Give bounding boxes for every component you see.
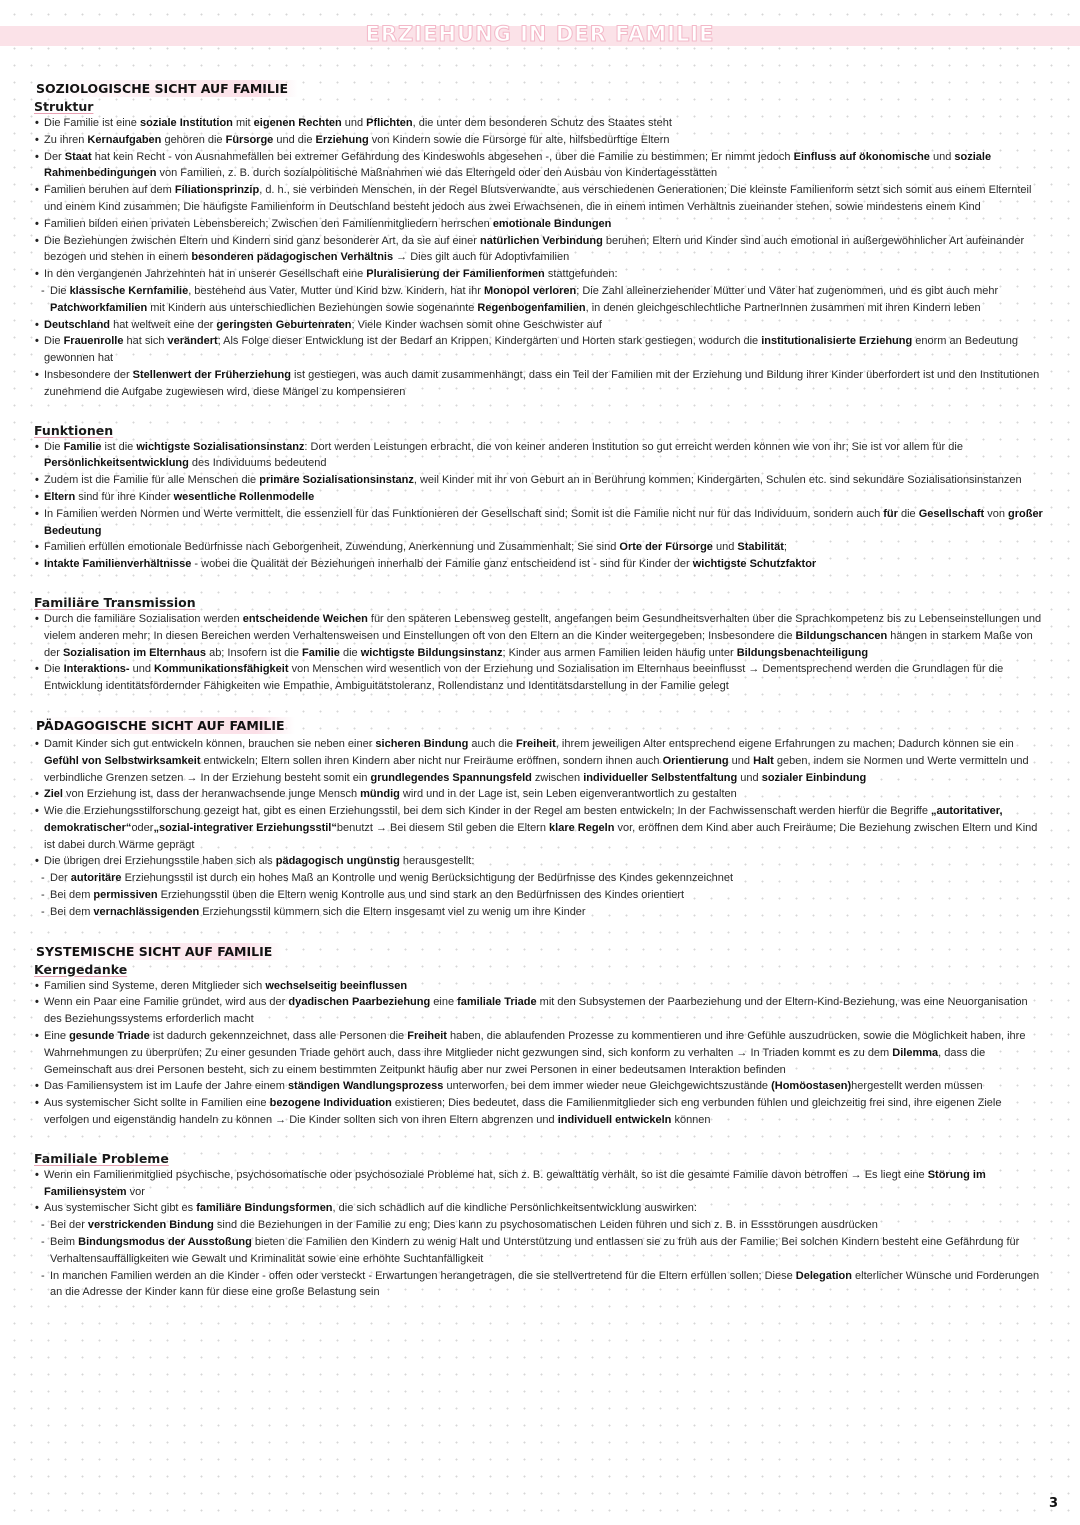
list-item: • Zu ihren Kernaufgaben gehören die Fürsorge und die Erziehung von Kindern sowie die Fürsorge für alte, hilfsbedürftige Eltern (34, 132, 1044, 149)
item-list (34, 611, 1044, 695)
section (34, 717, 1044, 921)
section (34, 80, 1044, 695)
list-item: • Ziel von Erziehung ist, dass der heranwachsende junge Mensch mündig wird und in der Lage ist, sein Leben eigenverantwortlich zu gestalten (34, 786, 1044, 803)
item-list (34, 978, 1044, 1129)
section-heading: SYSTEMISCHE SICHT AUF FAMILIE (34, 943, 282, 960)
list-item: • Intakte Familienverhältnisse - wobei die Qualität der Beziehungen innerhalb der Familie ganz entscheidend ist - sind für Kinder der wichtigste Schutzfaktor (34, 556, 1044, 573)
list-item: • Die Beziehungen zwischen Eltern und Kindern sind ganz besonderer Art, da sie auf einer natürlichen Verbindung beruhen; Eltern und Kinder sind auch emotional in außergewöhnlicher Art aufeinander bezogen und stehen in einem besonderen pädagogischen Verhältnis → Dies gilt auch für Adoptivfamilien (34, 233, 1044, 267)
list-item: • Familien bilden einen privaten Lebensbereich; Zwischen den Familienmitgliedern herrschen emotionale Bindungen (34, 216, 1044, 233)
sub-list-item: - Bei dem permissiven Erziehungsstil üben die Eltern wenig Kontrolle aus und sind stark an den Bedürfnissen des Kindes orientiert (34, 887, 1044, 904)
sub-list-item: - Bei dem vernachlässigenden Erziehungsstil kümmern sich die Eltern insgesamt viel zu wenig um ihre Kinder (34, 904, 1044, 921)
list-item: • Die Familie ist die wichtigste Sozialisationsinstanz: Dort werden Leistungen erbracht, die von keiner anderen Institution so gut erreicht werden können wie von ihr; Sie ist vor allem für die Persönlichkeitsentwicklung des Individuums bedeutend (34, 439, 1044, 473)
list-item: • Die Interaktions- und Kommunikationsfähigkeit von Menschen wird wesentlich von der Erziehung und Sozialisation im Elternhaus beeinflusst → Dementsprechend werden die Grundlagen für die Entwicklung identitätsfördernder Fähigkeiten wie Empathie, Ambiguitätstoleranz, Rollendistanz und Identitätsdarstellung in der Familie gelegt (34, 661, 1044, 695)
sub-heading: Struktur (34, 99, 94, 114)
sub-heading: Familiäre Transmission (34, 594, 196, 610)
content-block (34, 595, 1044, 695)
list-item: • Insbesondere der Stellenwert der Früherziehung ist gestiegen, was auch damit zusammenhängt, dass ein Teil der Familien mit der Erziehung und Bildung ihrer Kinder überfordert ist und den Institutionen zunehmend die Aufgabe zugewiesen wird, diese Mängel zu kompensieren (34, 367, 1044, 401)
list-item: • Das Familiensystem ist im Laufe der Jahre einem ständigen Wandlungsprozess unterworfen, bei dem immer wieder neue Gleichgewichtszustände (Homöostasen)hergestellt werden müssen (34, 1078, 1044, 1095)
list-item: • Wenn ein Paar eine Familie gründet, wird aus der dyadischen Paarbeziehung eine familiale Triade mit den Subsystemen der Paarbeziehung und der Eltern-Kind-Beziehung, was eine Neuorganisation des Beziehungssystems erforderlich macht (34, 994, 1044, 1028)
list-item: • Die Familie ist eine soziale Institution mit eigenen Rechten und Pflichten, die unter dem besonderen Schutz des Staates steht (34, 115, 1044, 132)
sub-list-item: - Die klassische Kernfamilie, bestehend aus Vater, Mutter und Kind bzw. Kindern, hat ihr Monopol verloren; Die Zahl alleinerziehender Mütter und Väter hat zugenommen, und es gibt auch mehr Patchworkfamilien mit Kindern aus unterschiedlichen Beziehungen sowie sogenannte Regenbogenfamilien, in denen gleichgeschlechtliche PartnerInnen zusammen mit ihren Kindern leben (34, 283, 1044, 317)
content-block (34, 736, 1044, 921)
sub-list-item: - Der autoritäre Erziehungsstil ist durch ein hohes Maß an Kontrolle und wenig Berücksichtigung der Bedürfnisse des Kindes gekennzeichnet (34, 870, 1044, 887)
page-title: ERZIEHUNG IN DER FAMILIE (365, 22, 715, 46)
sub-list-item: - In manchen Familien werden an die Kinder - offen oder versteckt - Erwartungen herangetragen, die sie stellvertretend für die Eltern erfüllen sollen; Diese Delegation elterlicher Wünsche und Forderungen an die Adresse der Kinder kann für diese eine große Belastung sein (34, 1268, 1044, 1302)
list-item: • Damit Kinder sich gut entwickeln können, brauchen sie neben einer sicheren Bindung auch die Freiheit, ihrem jeweiligen Alter entsprechend eigene Erfahrungen zu machen; Dadurch können sie ein Gefühl von Selbstwirksamkeit entwickeln; Eltern sollen ihren Kindern aber nicht nur Freiräume eröffnen, sondern ihnen auch Orientierung und Halt geben, indem sie Normen und Werte vermitteln und verbindliche Grenzen setzen → In der Erziehung besteht somit ein grundlegendes Spannungsfeld zwischen individueller Selbstentfaltung und sozialer Einbindung (34, 736, 1044, 786)
section (34, 943, 1044, 1302)
list-item: • Die übrigen drei Erziehungsstile haben sich als pädagogisch ungünstig herausgestellt: (34, 853, 1044, 870)
list-item: • Familien sind Systeme, deren Mitglieder sich wechselseitig beeinflussen (34, 978, 1044, 995)
item-list (34, 1167, 1044, 1301)
content-block (34, 423, 1044, 573)
list-item: • Aus systemischer Sicht sollte in Familien eine bezogene Individuation existieren; Dies bedeutet, dass die Familienmitglieder sich eng verbunden fühlen und gleichzeitig frei sind, ihre eigenen Ziele verfolgen und eigenständig handeln zu können → Die Kinder sollten sich von ihren Eltern abgrenzen und individuell entwickeln können (34, 1095, 1044, 1129)
section-heading: PÄDAGOGISCHE SICHT AUF FAMILIE (34, 717, 295, 734)
item-list (34, 736, 1044, 921)
list-item: • Deutschland hat weltweit eine der geringsten Geburtenraten; Viele Kinder wachsen somit ohne Geschwister auf (34, 317, 1044, 334)
list-item: • Eine gesunde Triade ist dadurch gekennzeichnet, dass alle Personen die Freiheit haben, die ablaufenden Prozesse zu kommentieren und ihre Gefühle auszudrücken, sowie die Möglichkeit haben, ihre Wahrnehmungen zu überprüfen; Zu einer gesunden Triade gehört auch, dass ihre Mitglieder nicht gezwungen sind, sich konform zu verhalten → In Triaden kommt es zu dem Dilemma, dass die Gemeinschaft aus drei Personen besteht, sich zu einem bestimmten Zeitpunkt häufig aber nur zwei Personen in einer bedeutsamen Interaktion befinden (34, 1028, 1044, 1078)
sub-heading: Familiale Probleme (34, 1150, 169, 1166)
content-block (34, 99, 1044, 401)
list-item: • In den vergangenen Jahrzehnten hat in unserer Gesellschaft eine Pluralisierung der Familienformen stattgefunden: (34, 266, 1044, 283)
content-block (34, 1151, 1044, 1301)
list-item: • Aus systemischer Sicht gibt es familiäre Bindungsformen, die sich schädlich auf die kindliche Persönlichkeitsentwicklung auswirken: (34, 1200, 1044, 1217)
sub-list-item: - Beim Bindungsmodus der Ausstoßung bieten die Familien den Kindern zu wenig Halt und Unterstützung und entlassen sie zu früh aus der Familie; Bei solchen Kindern besteht eine Gefährdung für Verhaltensauffälligkeiten wie Gewalt und Kriminalität sowie eine erhöhte Suchtanfälligkeit (34, 1234, 1044, 1268)
list-item: • Die Frauenrolle hat sich verändert; Als Folge dieser Entwicklung ist der Bedarf an Krippen, Kindergärten und Horten stark gestiegen, wodurch die institutionalisierte Erziehung enorm an Bedeutung gewonnen hat (34, 333, 1044, 367)
list-item: • In Familien werden Normen und Werte vermittelt, die essenziell für das Funktionieren der Gesellschaft sind; Somit ist die Familie nicht nur für das Individuum, sondern auch für die Gesellschaft von großer Bedeutung (34, 506, 1044, 540)
list-item: • Eltern sind für ihre Kinder wesentliche Rollenmodelle (34, 489, 1044, 506)
page-number: 3 (1048, 1496, 1058, 1511)
list-item: • Familien beruhen auf dem Filiationsprinzip, d. h., sie verbinden Menschen, in der Regel Blutsverwandte, aus verschiedenen Generationen; Die kleinste Familienform setzt sich somit aus einem Elternteil und einem Kind zusammen; Die häufigste Familienform in Deutschland besteht jedoch aus zwei Erwachsenen, die in einem intimen Verhältnis zueinander stehen, sowie mindestens einem Kind (34, 182, 1044, 216)
list-item: • Wenn ein Familienmitglied psychische, psychosomatische oder psychosoziale Probleme hat, sich z. B. gewalttätig verhält, so ist die gesamte Familie davon betroffen → Es liegt eine Störung im Familiensystem vor (34, 1167, 1044, 1201)
list-item: • Der Staat hat kein Recht - von Ausnahmefällen bei extremer Gefährdung des Kindeswohls abgesehen -, über die Familie zu bestimmen; Er nimmt jedoch Einfluss auf ökonomische und soziale Rahmenbedingungen von Familien, z. B. durch sozialpolitische Maßnahmen wie das Elterngeld oder den Ausbau von Kindertagesstätten (34, 149, 1044, 183)
content-block (34, 962, 1044, 1129)
sub-heading: Funktionen (34, 422, 114, 438)
list-item: • Familien erfüllen emotionale Bedürfnisse nach Geborgenheit, Zuwendung, Anerkennung und Zusammenhalt; Sie sind Orte der Fürsorge und Stabilität; (34, 539, 1044, 556)
item-list (34, 439, 1044, 573)
list-item: • Zudem ist die Familie für alle Menschen die primäre Sozialisationsinstanz, weil Kinder mit ihr von Geburt an in Berührung kommen; Kindergärten, Schulen etc. sind sekundäre Sozialisationsinstanzen (34, 472, 1044, 489)
sub-list-item: - Bei der verstrickenden Bindung sind die Beziehungen in der Familie zu eng; Dies kann zu psychosomatischen Leiden führen und sich z. B. in Essstörungen ausdrücken (34, 1217, 1044, 1234)
list-item: • Wie die Erziehungsstilforschung gezeigt hat, gibt es einen Erziehungsstil, bei dem sich Kinder in der Regel am besten entwickeln; In der Fachwissenschaft werden hierfür die Begriffe „autoritativer, demokratischer“oder„sozial-integrativer Erziehungsstil“benutzt → Bei diesem Stil geben die Eltern klare Regeln vor, eröffnen dem Kind aber auch Freiräume; Die Beziehung zwischen Eltern und Kind ist dabei durch Wärme geprägt (34, 803, 1044, 853)
list-item: • Durch die familiäre Sozialisation werden entscheidende Weichen für den späteren Lebensweg gestellt, angefangen beim Gesundheitsverhalten über die Sprachkompetenz bis zu Lebenseinstellungen und vielem anderen mehr; In diesen Bereichen werden Verhaltensweisen und Einstellungen oft von den Eltern an die Kinder weitergegeben; Insbesondere die Bildungschancen hängen in starkem Maße von der Sozialisation im Elternhaus ab; Insofern ist die Familie die wichtigste Bildungsinstanz; Kinder aus armen Familien leiden häufig unter Bildungsbenachteiligung (34, 611, 1044, 661)
item-list (34, 115, 1044, 401)
sub-heading: Kerngedanke (34, 961, 128, 977)
document-body (34, 80, 1044, 1323)
section-heading: SOZIOLOGISCHE SICHT AUF FAMILIE (34, 80, 298, 97)
